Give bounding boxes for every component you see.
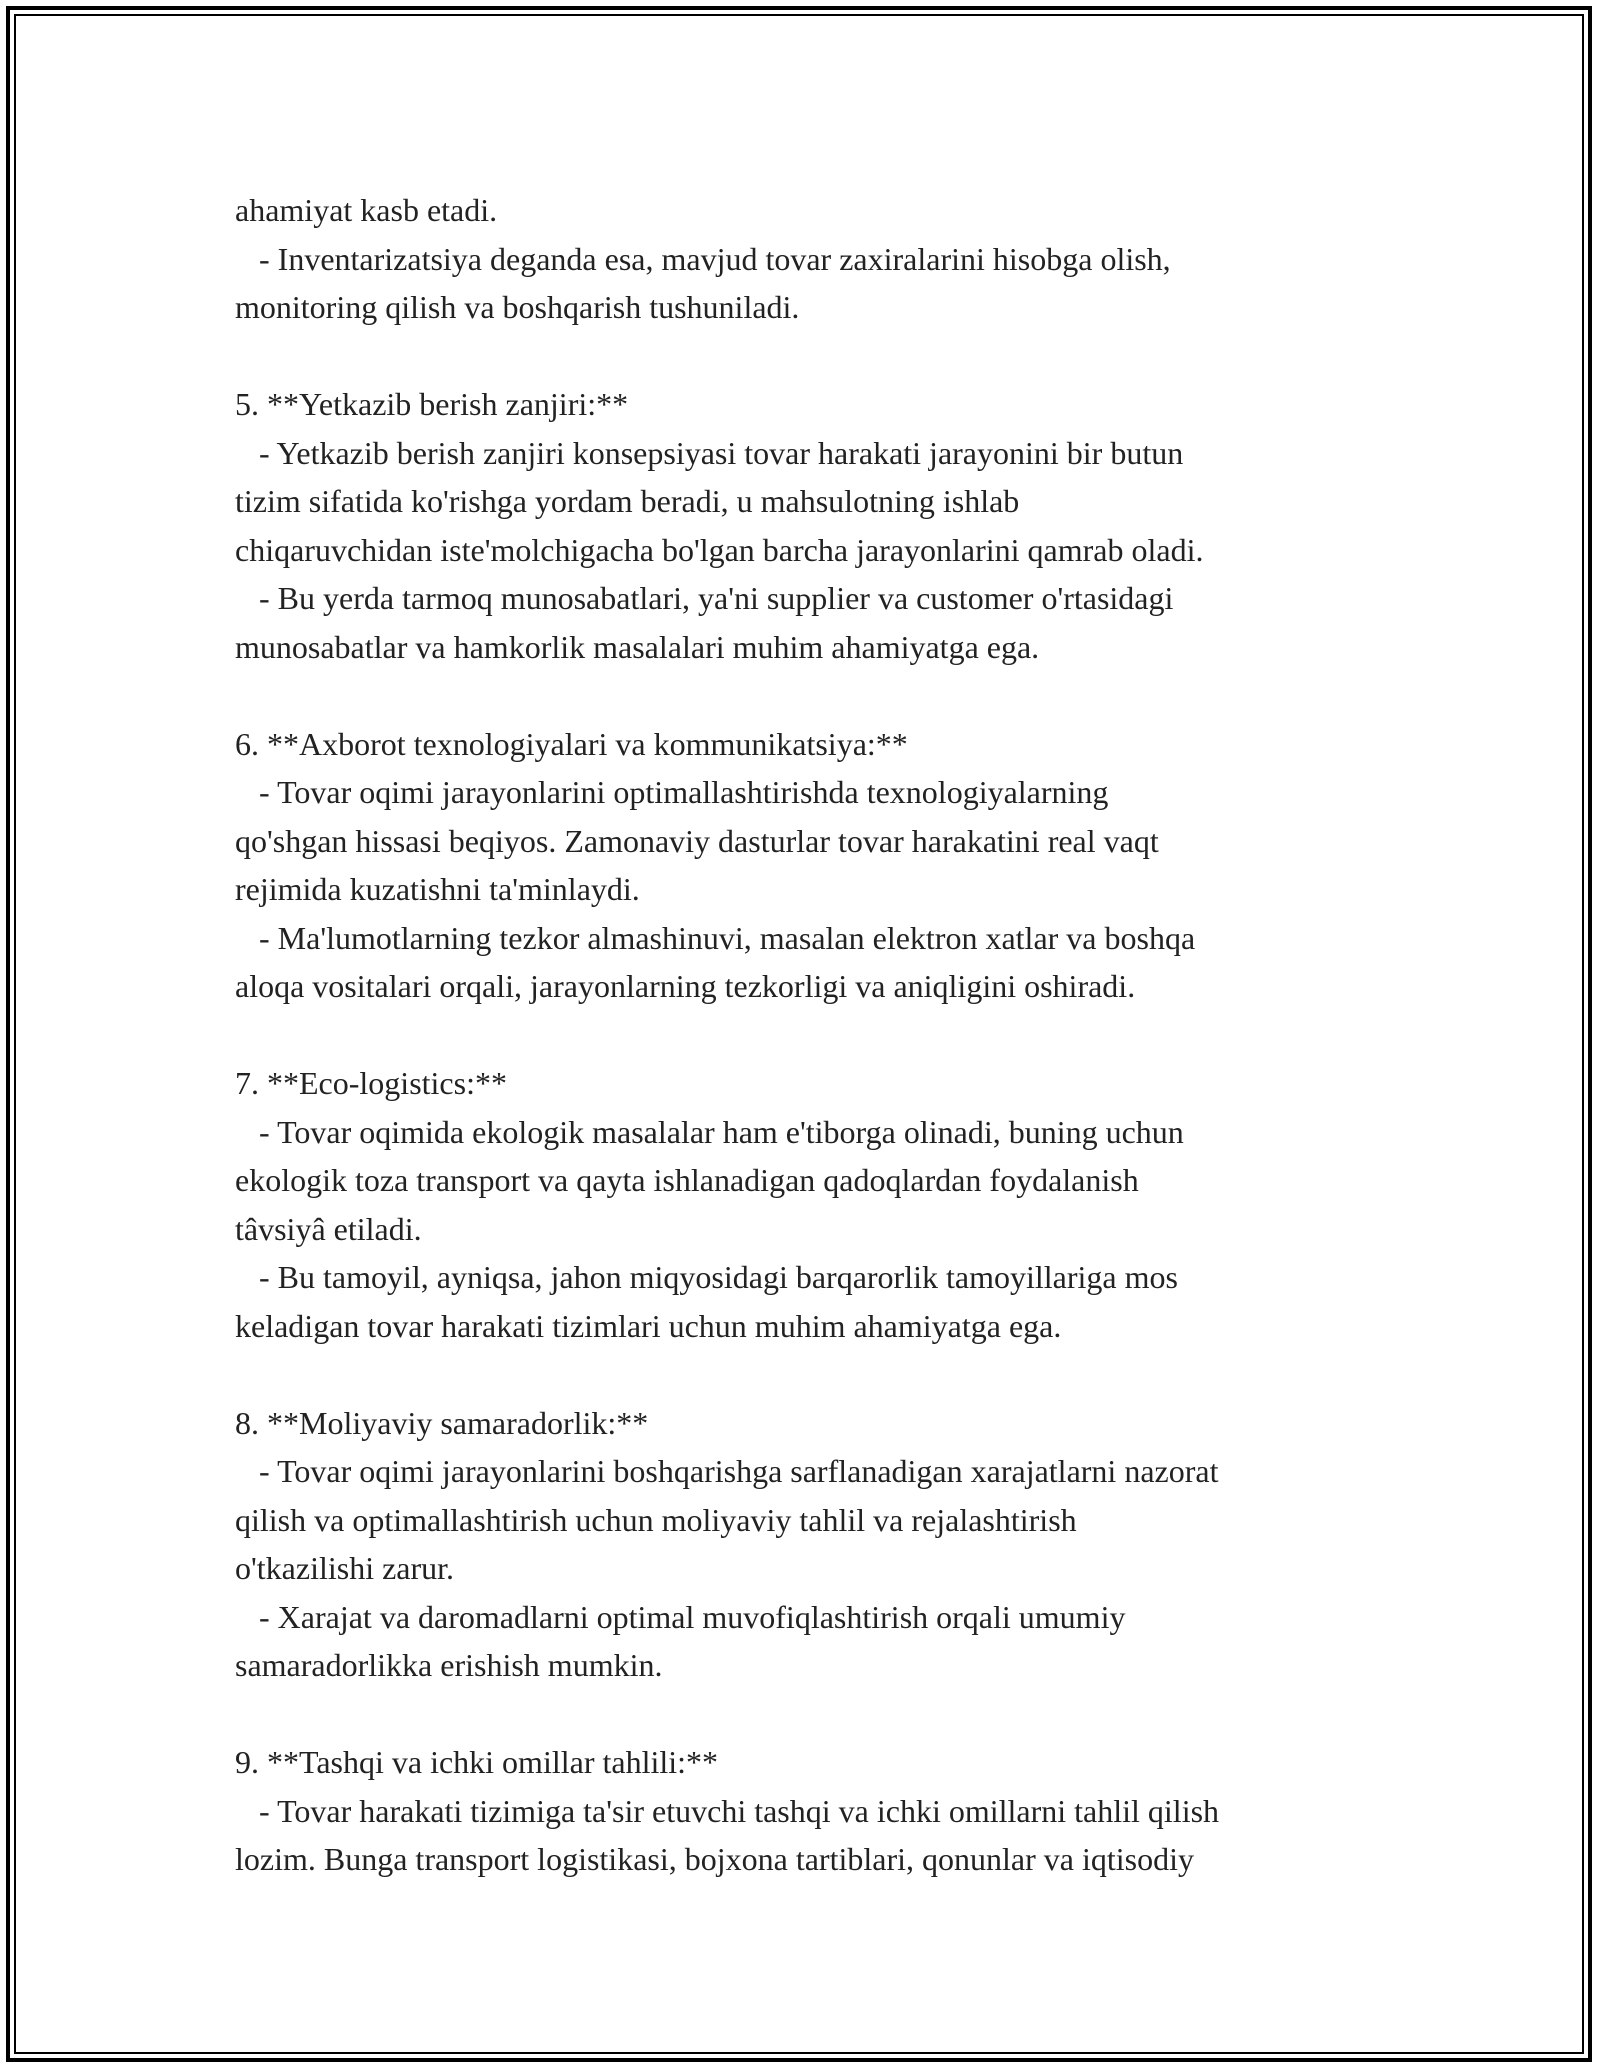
- text-line: - Bu tamoyil, ayniqsa, jahon miqyosidagi barqarorlik tamoyillariga mos: [235, 1259, 1178, 1295]
- text-line: ekologik toza transport va qayta ishlanadigan qadoqlardan foydalanish: [235, 1162, 1139, 1198]
- document-body: [235, 186, 1415, 1884]
- text-line: keladigan tovar harakati tizimlari uchun muhim ahamiyatga ega.: [235, 1307, 1062, 1344]
- blank-line: [235, 671, 1415, 720]
- text-line: - Yetkazib berish zanjiri konsepsiyasi tovar harakati jarayonini bir butun: [235, 434, 1184, 471]
- text-line: - Ma'lumotlarning tezkor almashinuvi, masalan elektron xatlar va boshqa: [235, 919, 1196, 956]
- text-line: 5. **Yetkazib berish zanjiri:**: [235, 386, 629, 422]
- text-line: samaradorlikka erishish mumkin.: [235, 1647, 663, 1683]
- blank-line: [235, 1690, 1415, 1739]
- text-line: 8. **Moliyaviy samaradorlik:**: [235, 1404, 649, 1441]
- text-line: - Tovar oqimi jarayonlarini boshqarishga sarflanadigan xarajatlarni nazorat: [235, 1453, 1219, 1489]
- text-line: - Bu yerda tarmoq munosabatlari, ya'ni supplier va customer o'rtasidagi: [235, 580, 1174, 616]
- blank-line: [235, 1011, 1415, 1060]
- text-line: lozim. Bunga transport logistikasi, bojxona tartiblari, qonunlar va iqtisodiy: [235, 1841, 1194, 1877]
- text-line: qo'shgan hissasi beqiyos. Zamonaviy dasturlar tovar harakatini real vaqt: [235, 822, 1159, 859]
- blank-line: [235, 1350, 1415, 1399]
- text-line: ahamiyat kasb etadi.: [235, 192, 498, 228]
- text-line: monitoring qilish va boshqarish tushuniladi.: [235, 289, 800, 325]
- text-line: o'tkazilishi zarur.: [235, 1550, 455, 1586]
- text-line: - Xarajat va daromadlarni optimal muvofiqlashtirish orqali umumiy: [235, 1598, 1126, 1635]
- text-line: - Inventarizatsiya deganda esa, mavjud tovar zaxiralarini hisobga olish,: [235, 240, 1171, 277]
- text-line: - Tovar oqimi jarayonlarini optimallashtirishda texnologiyalarning: [235, 774, 1109, 810]
- text-line: 9. **Tashqi va ichki omillar tahlili:**: [235, 1744, 719, 1780]
- text-line: qilish va optimallashtirish uchun moliyaviy tahlil va rejalashtirish: [235, 1501, 1077, 1538]
- text-line: - Tovar harakati tizimiga ta'sir etuvchi tashqi va ichki omillarni tahlil qilish: [235, 1792, 1220, 1829]
- text-line: munosabatlar va hamkorlik masalalari muhim ahamiyatga ega.: [235, 628, 1040, 665]
- text-line: chiqaruvchidan iste'molchigacha bo'lgan barcha jarayonlarini qamrab oladi.: [235, 531, 1204, 568]
- text-line: tizim sifatida ko'rishga yordam beradi, u mahsulotning ishlab: [235, 483, 1020, 519]
- text-line: 7. **Eco-logistics:**: [235, 1065, 507, 1101]
- text-line: 6. **Axborot texnologiyalari va kommunikatsiya:**: [235, 725, 908, 762]
- text-line: aloqa vositalari orqali, jarayonlarning tezkorligi va aniqligini oshiradi.: [235, 968, 1136, 1004]
- text-line: - Tovar oqimida ekologik masalalar ham e'tiborga olinadi, buning uchun: [235, 1113, 1184, 1150]
- text-line: tâvsiyâ etiladi.: [235, 1210, 422, 1247]
- text-line: rejimida kuzatishni ta'minlaydi.: [235, 871, 640, 907]
- blank-line: [235, 332, 1415, 381]
